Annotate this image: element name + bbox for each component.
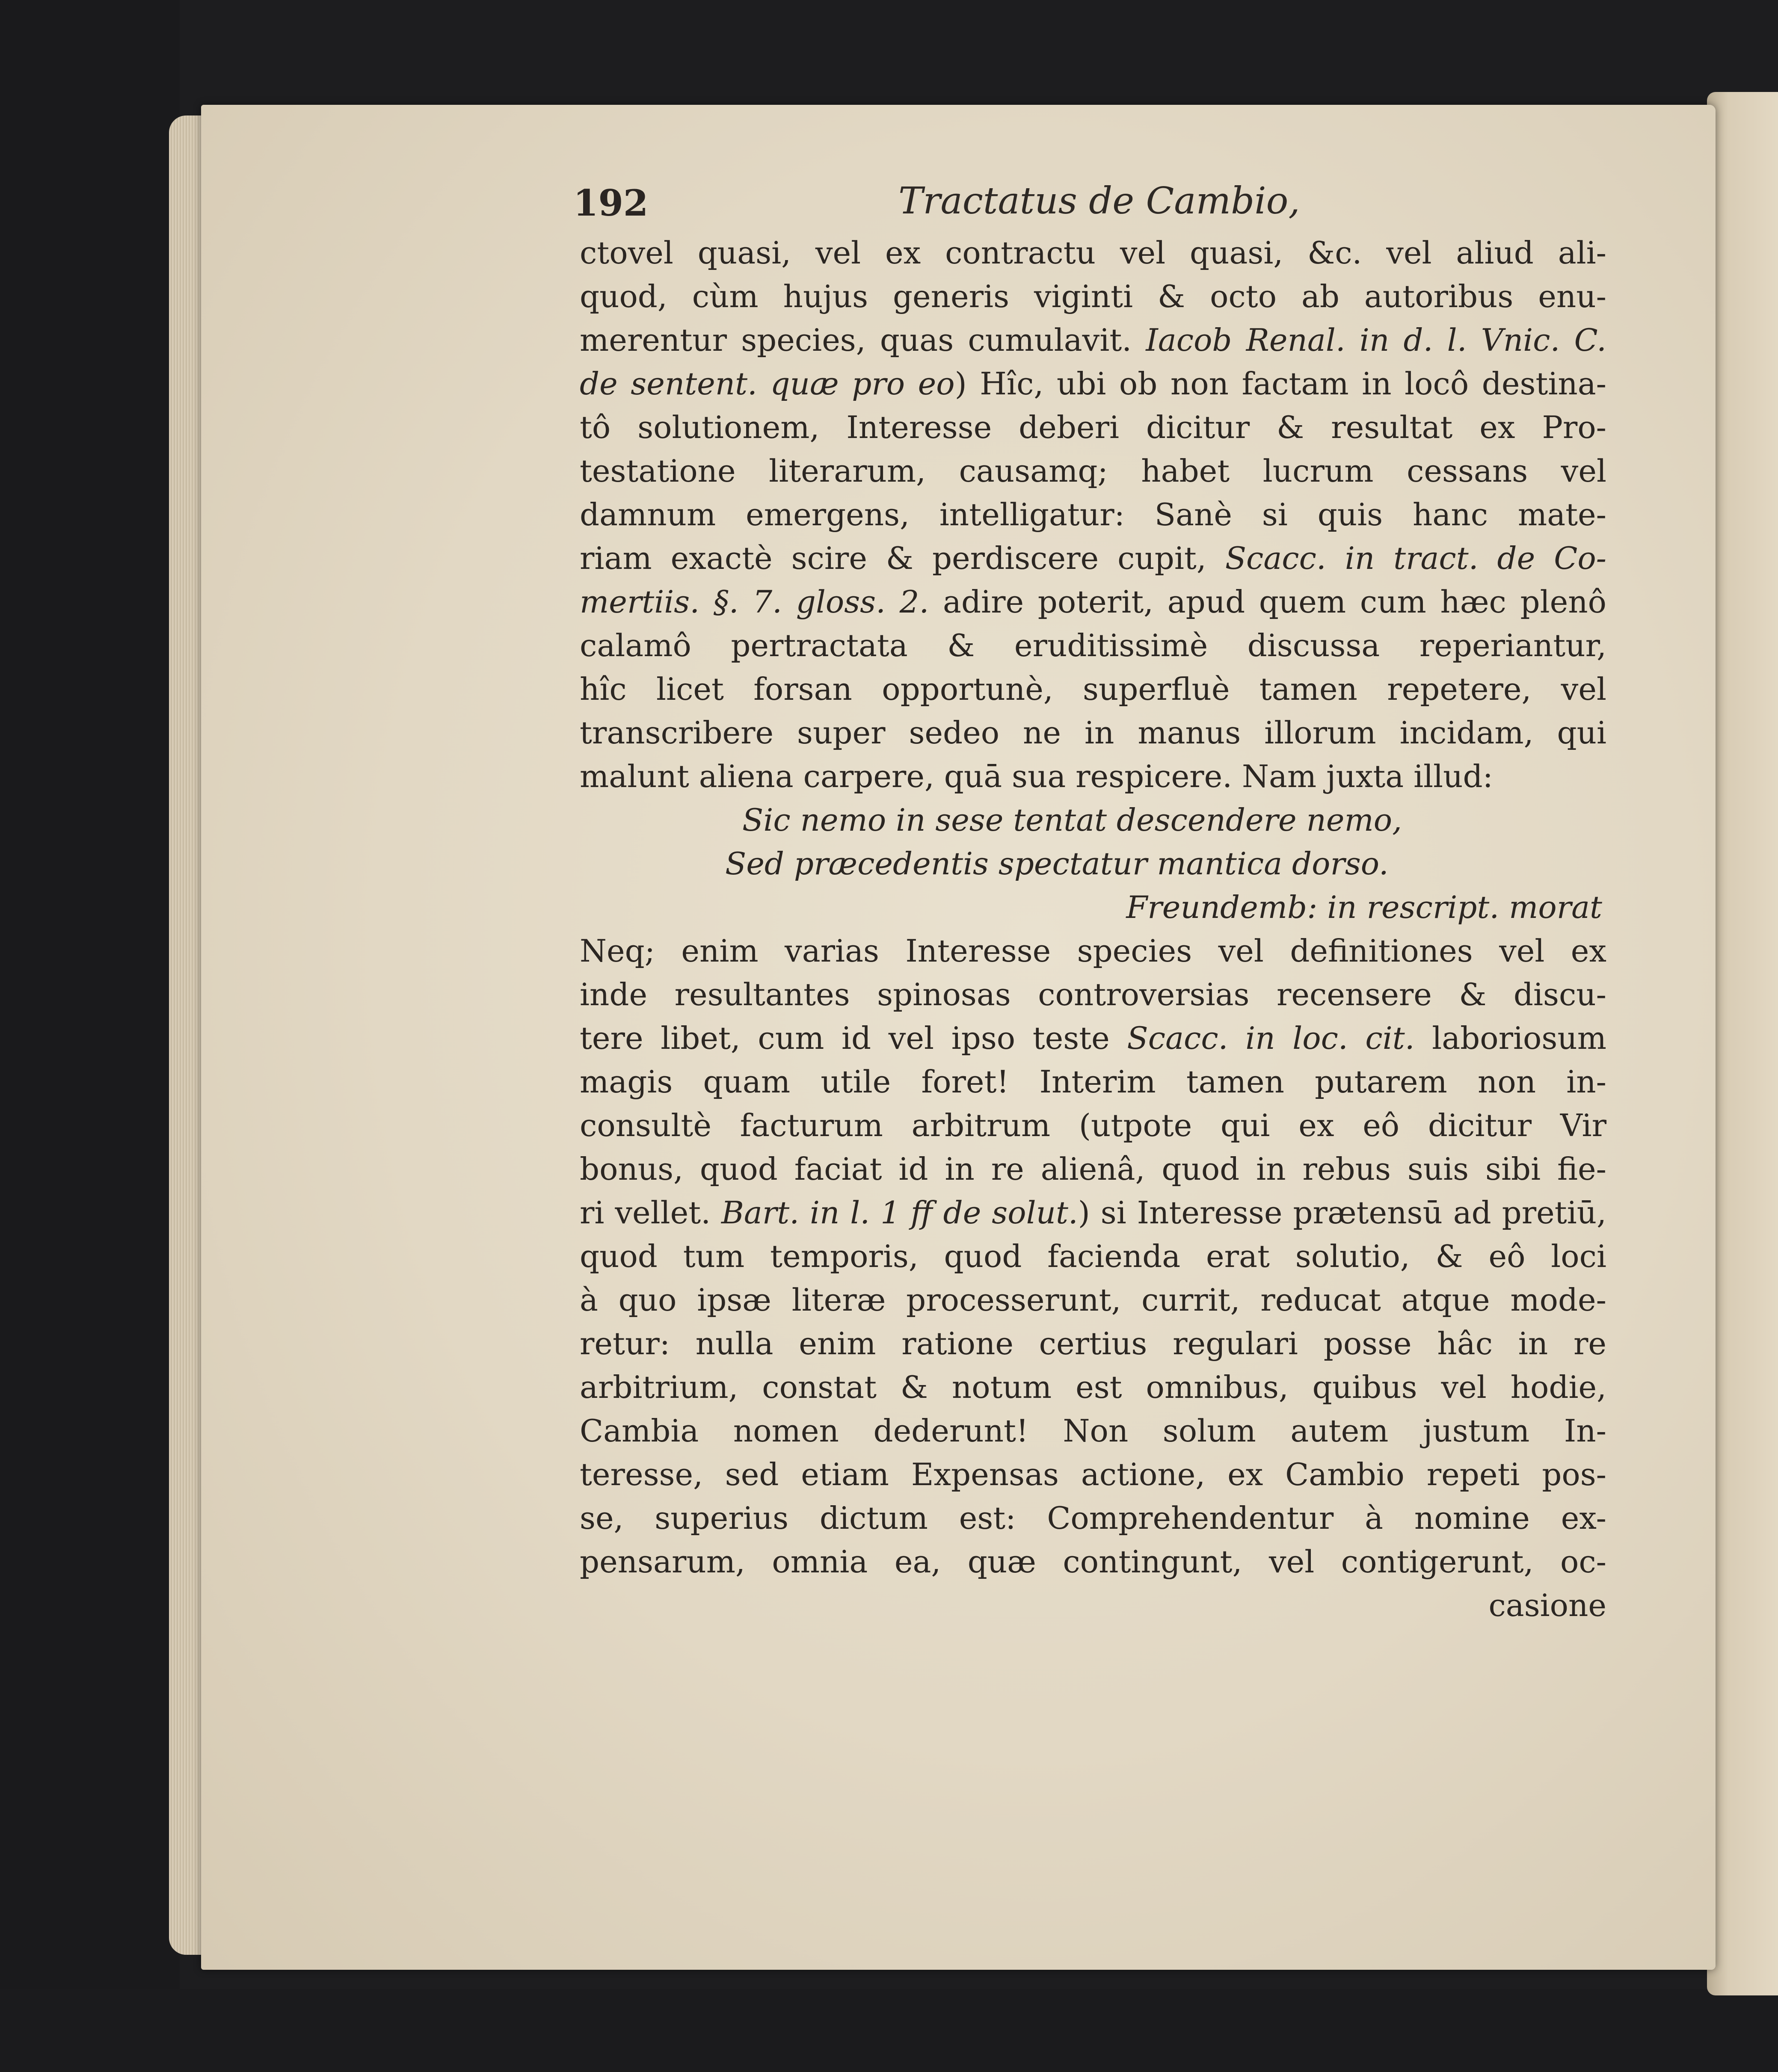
verse-line-2: Sed præcedentis spectatur mantica dorso.	[725, 846, 1389, 882]
text-line	[580, 1104, 1606, 1147]
paragraph-2	[580, 929, 1606, 1584]
text-line	[580, 1234, 1606, 1278]
line-text: laboriosum	[1414, 1020, 1607, 1056]
text-line	[580, 536, 1606, 580]
text-line	[580, 1496, 1606, 1540]
text-line	[580, 1147, 1606, 1191]
text-line	[580, 1191, 1606, 1234]
line-text: ri vellet.	[580, 1195, 722, 1231]
text-line	[580, 493, 1606, 536]
line-text: retur: nulla enim ratione certius regulari posse hâc in re	[580, 1326, 1606, 1362]
catchword: casione	[1488, 1587, 1606, 1623]
line-text: Neq; enim varias Interesse species vel definitiones vel ex	[580, 933, 1606, 969]
paragraph-1	[580, 231, 1606, 798]
facing-page-edge	[1707, 92, 1778, 1995]
line-text: transcribere super sedeo ne in manus illorum incidam, qui	[580, 715, 1606, 751]
text-line	[580, 406, 1606, 449]
line-text: tô solutionem, Interesse deberi dicitur & resultat ex Pro-	[580, 409, 1606, 445]
text-line	[580, 624, 1606, 667]
citation-text: Scacc. in tract. de Co-	[1225, 540, 1606, 576]
background-left	[0, 0, 180, 2072]
line-text: testatione literarum, causamq; habet lucrum cessans vel	[580, 453, 1606, 489]
line-text: tere libet, cum id vel ipso teste	[580, 1020, 1127, 1056]
line-text: magis quam utile foret! Interim tamen putarem non in-	[580, 1064, 1606, 1100]
line-text: se, superius dictum est: Comprehendentur à nomine ex-	[580, 1500, 1606, 1536]
text-line	[580, 1016, 1606, 1060]
citation-text: Iacob Renal. in d. l. Vnic. C.	[1146, 322, 1606, 358]
line-text: bonus, quod faciat id in re alienâ, quod in rebus suis sibi fie-	[580, 1151, 1606, 1187]
line-text: ) si Interesse prætensū ad pretiū,	[1078, 1195, 1606, 1231]
text-line	[580, 1540, 1606, 1584]
line-text: hîc licet forsan opportunè, superfluè tamen repetere, vel	[580, 671, 1606, 707]
text-line	[580, 755, 1606, 798]
text-line	[580, 1453, 1606, 1496]
line-text: merentur species, quas cumulavit.	[580, 322, 1146, 358]
line-text: pensarum, omnia ea, quæ contingunt, vel contigerunt, oc-	[580, 1544, 1606, 1580]
running-head: Tractatus de Cambio,	[898, 180, 1300, 222]
line-text: quod tum temporis, quod facienda erat solutio, & eô loci	[580, 1238, 1606, 1274]
citation-text: Bart. in l. 1 ff de solut.	[721, 1195, 1078, 1231]
text-line	[580, 362, 1606, 406]
line-text: riam exactè scire & perdiscere cupit,	[580, 540, 1225, 576]
text-line	[580, 973, 1606, 1016]
text-line	[580, 231, 1606, 275]
body-text	[580, 231, 1606, 1627]
line-text: arbitrium, constat & notum est omnibus, quibus vel hodie,	[580, 1369, 1606, 1405]
text-line	[580, 1060, 1606, 1104]
text-line	[580, 580, 1606, 624]
line-text: inde resultantes spinosas controversias recensere & discu-	[580, 977, 1606, 1012]
text-line	[580, 1278, 1606, 1322]
line-text: teresse, sed etiam Expensas actione, ex Cambio repeti pos-	[580, 1456, 1606, 1492]
line-text: quod, cùm hujus generis viginti & octo ab autoribus enu-	[580, 278, 1606, 314]
background-bottom	[0, 1989, 1778, 2072]
page-number: 192	[573, 182, 649, 224]
text-line	[580, 275, 1606, 318]
line-text: ctovel quasi, vel ex contractu vel quasi, &c. vel aliud ali-	[580, 235, 1606, 271]
line-text: consultè facturum arbitrum (utpote qui ex eô dicitur Vir	[580, 1107, 1606, 1143]
text-line	[580, 711, 1606, 755]
line-text: malunt aliena carpere, quā sua respicere. Nam juxta illud:	[580, 758, 1493, 794]
text-line	[580, 449, 1606, 493]
line-text: à quo ipsæ literæ processerunt, currit, reducat atque mode-	[580, 1282, 1606, 1318]
citation-text: de sentent. quæ pro eo	[580, 366, 955, 402]
citation-text: mertiis. §. 7. gloss. 2.	[580, 584, 929, 620]
line-text: adire poterit, apud quem cum hæc plenô	[929, 584, 1606, 620]
line-text: calamô pertractata & eruditissimè discussa reperiantur,	[580, 628, 1606, 663]
verse-reference: Freundemb: in rescript. morat	[1126, 889, 1602, 925]
text-line	[580, 929, 1606, 973]
line-text: ) Hîc, ubi ob non factam in locô destina-	[954, 366, 1606, 402]
verse-line-1: Sic nemo in sese tentat descendere nemo,	[742, 802, 1402, 838]
text-line	[580, 667, 1606, 711]
line-text: Cambia nomen dederunt! Non solum autem justum In-	[580, 1413, 1606, 1449]
text-line	[580, 1365, 1606, 1409]
line-text: damnum emergens, intelligatur: Sanè si quis hanc mate-	[580, 497, 1606, 533]
text-line	[580, 318, 1606, 362]
text-line	[580, 1322, 1606, 1365]
text-line	[580, 1409, 1606, 1453]
citation-text: Scacc. in loc. cit.	[1127, 1020, 1415, 1056]
